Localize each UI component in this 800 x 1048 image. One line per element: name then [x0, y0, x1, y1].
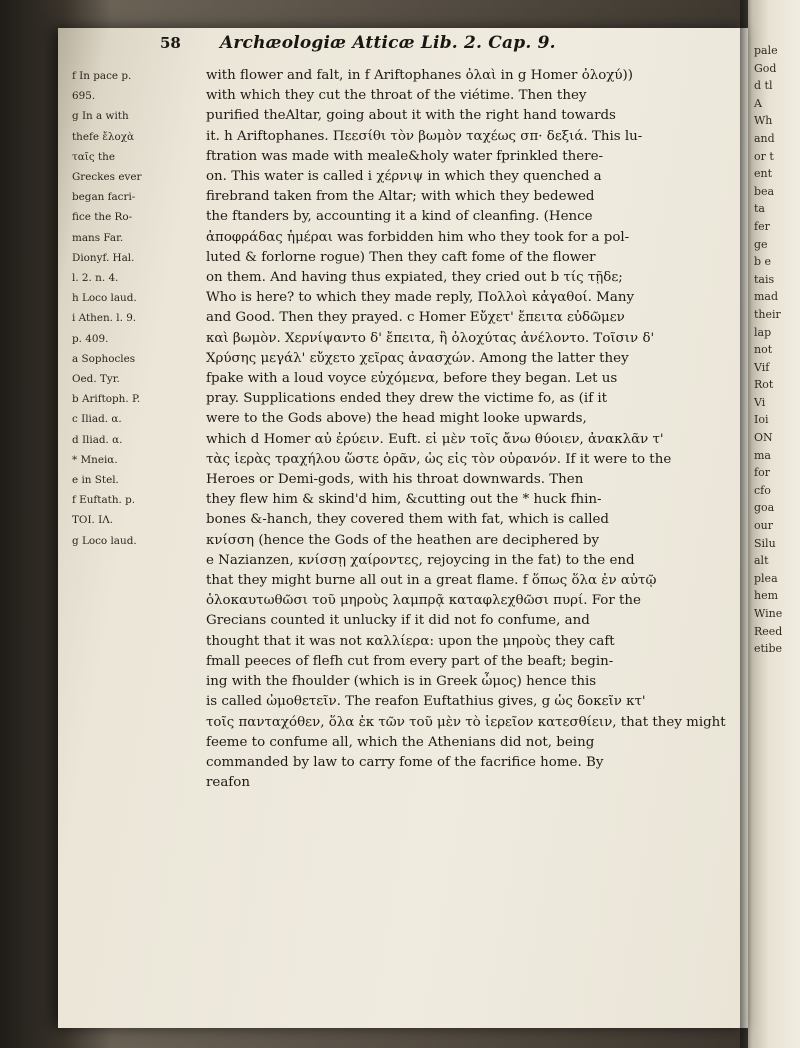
edge-fragment: Rot: [754, 378, 774, 392]
text-line: Who is here? to which they made reply, Πολλοὶ κἀγαθοί. Many: [206, 290, 635, 306]
margin-note: thefe ἔλοχὰ: [72, 130, 135, 143]
text-line: purified theAltar, going about it with the right hand towards: [206, 108, 616, 124]
text-line: they flew him & skind'd him, &cutting out the * huck fhin-: [206, 492, 602, 508]
text-line: firebrand taken from the Altar; with which they bedewed: [206, 189, 595, 205]
edge-fragment: our: [754, 519, 773, 533]
text-line: were to the Gods above) the head might looke upwards,: [206, 411, 587, 427]
text-line: bones &-hanch, they covered them with fat, which is called: [206, 512, 610, 528]
edge-fragment: ma: [754, 448, 771, 462]
edge-fragment: Wine: [754, 607, 783, 620]
margin-note: f In pace p.: [72, 70, 132, 82]
edge-fragment: ge: [754, 237, 768, 251]
text-line: reafon: [206, 775, 250, 791]
text-line: feeme to confume all, which the Athenians did not, being: [206, 734, 595, 750]
margin-note: g Loco laud.: [72, 534, 137, 547]
text-line: which d Homer αὐ ἐρύειν. Euft. εἰ μὲν τοῖς ἄνω θύοιεν, ἀνακλᾶν τ': [206, 431, 664, 447]
edge-fragment: etibe: [754, 642, 782, 656]
text-line: that they might burne all out in a great flame. f ὅπως ὅλα ἐν αὐτῷ: [206, 573, 657, 589]
edge-fragment: alt: [754, 554, 769, 568]
edge-fragment: ON: [754, 431, 773, 445]
margin-note: d Iliad. α.: [72, 433, 123, 446]
margin-note: b Ariftoph. P.: [72, 393, 141, 406]
text-line: it. h Ariftophanes. Πεεσίθι τὸν βωμὸν ταχέως σπ· δεξιά. This lu-: [206, 128, 643, 144]
margin-note: g In a with: [72, 110, 129, 123]
page-gutter-shadow: [740, 0, 752, 1048]
text-line: Χρύσης μεγάλ' εὔχετο χεῖρας ἀνασχών. Among the latter they: [206, 350, 629, 366]
edge-fragment: hem: [754, 589, 779, 603]
edge-fragment: A: [754, 96, 762, 110]
text-line: and Good. Then they prayed. c Homer Εὔχετ' ἔπειτα εὐδῶμεν: [206, 310, 625, 326]
edge-fragment: d tl: [754, 79, 773, 93]
facing-page-fragments: [754, 42, 798, 658]
text-line: καὶ βωμὸν. Χερνίψαντο δ' ἔπειτα, ἢ ὀλοχύτας ἀνέλοντο. Τοῖσιν δ': [206, 330, 655, 346]
text-line: ing with the fhoulder (which is in Greek ὦμος) hence this: [206, 674, 597, 690]
edge-fragment: b e: [754, 255, 772, 269]
edge-fragment: ta: [754, 202, 765, 216]
edge-fragment: pale: [754, 44, 778, 57]
edge-fragment: Wh: [754, 114, 773, 128]
margin-note: l. 2. n. 4.: [72, 272, 119, 285]
text-line: with flower and falt, in f Ariftophanes ὀλαὶ in g Homer ὀλοχύ)): [206, 68, 634, 83]
page-header: [160, 34, 720, 62]
margin-note: ταῖς the: [72, 150, 115, 163]
margin-note: Greckes ever: [72, 171, 142, 184]
text-line: e Nazianzen, κνίσσῃ χαίροντες, rejoycing in the fat) to the end: [206, 552, 635, 568]
margin-note: i Athen. l. 9.: [72, 312, 137, 325]
text-line: commanded by law to carry fome of the facrifice home. By: [206, 754, 604, 770]
edge-fragment: God: [754, 61, 777, 75]
running-title: Archæologiæ Atticæ Lib. 2. Cap. 9.: [220, 33, 556, 53]
edge-fragment: cfo: [754, 483, 771, 497]
edge-fragment: mad: [754, 290, 779, 304]
edge-fragment: fer: [754, 219, 770, 233]
margin-note: e in Stel.: [72, 474, 119, 487]
margin-note: c Iliad. α.: [72, 413, 122, 426]
margin-note: Oed. Tyr.: [72, 373, 120, 386]
margin-note: 695.: [72, 90, 96, 103]
text-line: Heroes or Demi-gods, with his throat downwards. Then: [206, 472, 584, 488]
text-line: ὁλοκαυτωθῶσι τοῦ μηροὺς λαμπρᾷ καταφλεχθῶσι πυρί. For the: [206, 593, 641, 609]
edge-fragment: goa: [754, 501, 775, 515]
margin-note: ΤΟΙ. ΙΛ.: [72, 514, 114, 527]
edge-fragment: Vi: [754, 395, 766, 409]
text-line: pray. Supplications ended they drew the victime fo, as (if it: [206, 391, 608, 407]
margin-note: mans Far.: [72, 231, 124, 244]
margin-note: a Sophocles: [72, 352, 136, 365]
text-line: ἀποφράδας ἡμέραι was forbidden him who they took for a pol-: [206, 229, 630, 245]
text-line: on them. And having thus expiated, they cried out b τίς τῇδε;: [206, 270, 623, 286]
edge-fragment: for: [754, 466, 770, 480]
text-line: the ftanders by, accounting it a kind of cleanfing. (Hence: [206, 209, 593, 225]
text-line: is called ὠμοθετεῖν. The reafon Euftathius gives, g ὡς δοκεῖν κτ': [206, 694, 646, 710]
margin-notes: [72, 66, 212, 551]
margin-note: Dionyf. Hal.: [72, 251, 135, 264]
edge-fragment: or t: [754, 149, 774, 163]
margin-note: h Loco laud.: [72, 292, 137, 305]
margin-note: fice the Ro-: [72, 211, 133, 224]
margin-note: began facri-: [72, 191, 136, 204]
edge-fragment: not: [754, 343, 773, 357]
text-line: with which they cut the throat of the viétime. Then they: [206, 88, 587, 104]
edge-fragment: Ioi: [754, 413, 769, 427]
margin-note: * Mneiα.: [72, 453, 118, 466]
edge-fragment: their: [754, 307, 781, 321]
edge-fragment: tais: [754, 272, 775, 286]
edge-fragment: plea: [754, 571, 778, 585]
margin-note: p. 409.: [72, 332, 109, 345]
text-line: ftration was made with meale&holy water fprinkled there-: [206, 148, 604, 164]
page-number: 58: [160, 34, 181, 52]
text-line: Grecians counted it unlucky if it did not fo confume, and: [206, 613, 590, 629]
edge-fragment: Silu: [754, 536, 776, 550]
text-line: luted & forlorne rogue) Then they caft fome of the flower: [206, 249, 596, 265]
text-line: τοῖς πανταχόθεν, ὅλα ἐκ τῶν τοῦ μὲν τὸ ἱερεῖον κατεσθίειν, that they might: [206, 714, 726, 730]
text-line: on. This water is called i χέρνιψ in which they quenched a: [206, 169, 602, 185]
text-line: thought that it was not καλλίερα: upon the μηροὺς they caft: [206, 633, 615, 649]
edge-fragment: bea: [754, 184, 775, 198]
text-line: κνίσση (hence the Gods of the heathen are deciphered by: [206, 532, 600, 548]
margin-note: f Euftath. p.: [72, 494, 136, 507]
edge-fragment: Reed: [754, 624, 783, 638]
edge-fragment: lap: [754, 325, 772, 339]
text-line: τὰς ἱερὰς τραχήλου ὥστε ὁρᾶν, ὡς εἰς τὸν οὐρανόν. If it were to the: [206, 451, 672, 467]
body-text: [206, 66, 741, 793]
edge-fragment: and: [754, 131, 775, 145]
text-line: fmall peeces of flefh cut from every part of the beaft; begin-: [206, 653, 614, 669]
edge-fragment: ent: [754, 167, 773, 181]
edge-fragment: Vif: [754, 360, 770, 374]
text-line: fpake with a loud voyce εὐχόμενα, before they began. Let us: [206, 371, 618, 387]
